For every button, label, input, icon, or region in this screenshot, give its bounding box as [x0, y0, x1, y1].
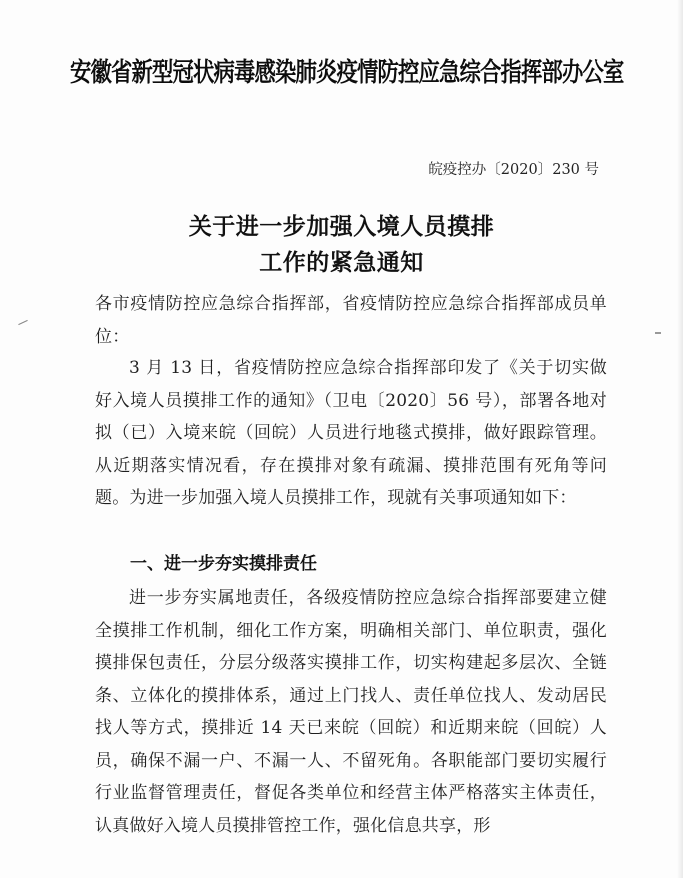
scan-mark: [655, 332, 661, 334]
paragraph-intro: 3 月 13 日，省疫情防控应急综合指挥部印发了《关于切实做好入境人员摸排工作的通知》（卫电〔2020〕56 号），部署各地对拟（已）入境来皖（回皖）人员进行地毯式摸排，做好跟踪管理。从近期落实情况看，存在摸排对象有疏漏、摸排范围有死角等问题。为进一步加强入境人员摸排工作，现就有关事项通知如下：: [95, 358, 607, 508]
scan-edge-shadow: [677, 0, 683, 878]
salutation: 各市疫情防控应急综合指挥部，省疫情防控应急综合指挥部成员单位：: [95, 294, 607, 347]
document-title-line-2: 工作的紧急通知: [259, 250, 424, 276]
section-heading: 一、进一步夯实摸排责任: [130, 554, 317, 574]
document-number: 皖疫控办〔2020〕230 号: [428, 162, 599, 178]
document-title-line-1: 关于进一步加强入境人员摸排: [188, 214, 495, 240]
issuer-header: 安徽省新型冠状病毒感染肺炎疫情防控应急综合指挥部办公室: [70, 58, 624, 88]
paragraph-section-1: 进一步夯实属地责任，各级疫情防控应急综合指挥部要建立健全摸排工作机制，细化工作方案，明确相关部门、单位职责，强化摸排保包责任，分层分级落实摸排工作，切实构建起多层次、全链条、立体化的摸排体系，通过上门找人、责任单位找人、发动居民找人等方式，摸排近 14 天已来皖（回皖）和近期来皖（回皖）人员，确保不漏一户、不漏一人、不留死角。各职能部门要切实履行行业监督管理责任，督促各类单位和经营主体严格落实主体责任，认真做好入境人员摸排管控工作，强化信息共享，形: [95, 588, 607, 836]
scan-mark: [18, 320, 27, 325]
